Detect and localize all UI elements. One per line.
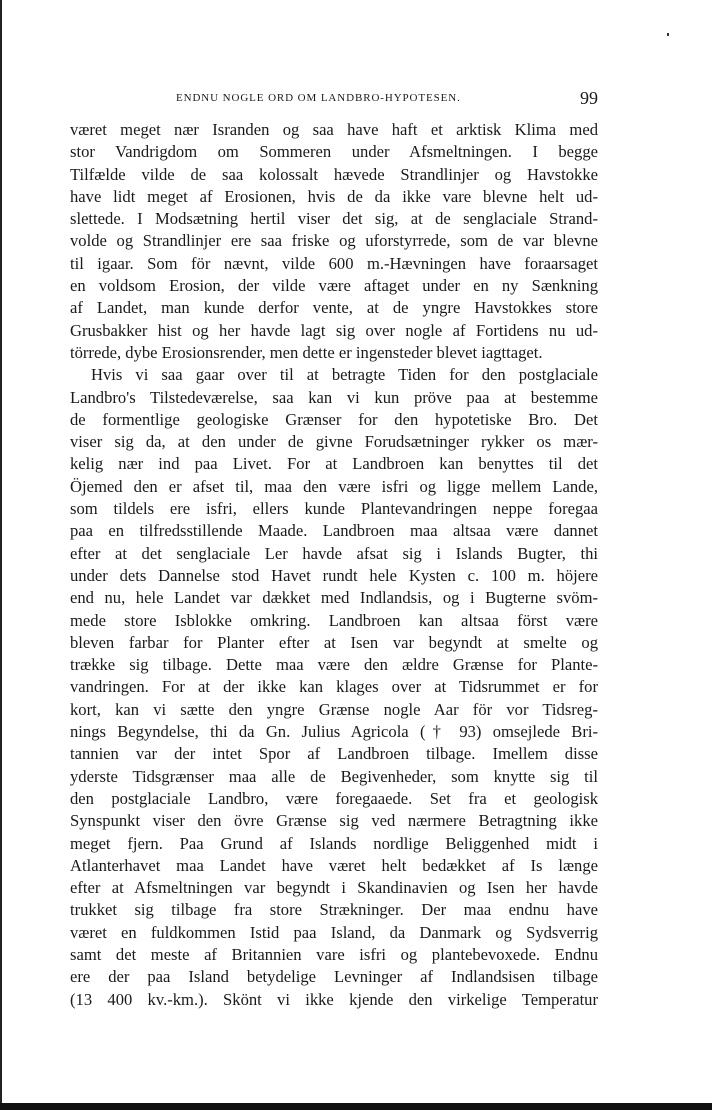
text-line: været meget nær Isranden og saa have haft et arktisk Klima med [70, 120, 598, 139]
text-line: som tildels ere isfri, ellers kunde Plantevandringen neppe foregaa [70, 499, 598, 519]
text-line: Tilfælde vilde de saa kolossalt hævede Strandlinjer og Havstokke [70, 164, 598, 184]
text-line: mede store Isblokke omkring. Landbroen kan altsaa först være [70, 610, 598, 630]
text-line: viser sig da, at den under de givne Forudsætninger rykker os mær- [70, 432, 598, 452]
text-line: törrede, dybe Erosionsrender, men dette er ingensteder blevet iagttaget. [70, 342, 543, 362]
text-line: end nu, hele Landet var dækket med Indlandsis, og i Bugterne svöm- [70, 588, 598, 608]
text-line: yderste Tidsgrænser maa alle de Begivenheder, som knytte sig til [70, 766, 598, 786]
text-line: Öjemed den er afset til, maa den være isfri og ligge mellem Lande, [70, 476, 598, 496]
text-line: meget fjern. Paa Grund af Islands nordlige Beliggenhed midt i [70, 833, 598, 853]
scan-bottom-edge [0, 1103, 712, 1110]
text-line: de formentlige geologiske Grænser for den hypotetiske Bro. Det [70, 409, 598, 429]
text-line: efter at Afsmeltningen var begyndt i Skandinavien og Isen her havde [70, 878, 598, 898]
scan-speck [667, 33, 669, 36]
text-line: nings Begyndelse, thi da Gn. Julius Agricola († 93) omsejlede Bri- [70, 722, 598, 742]
scan-left-edge [0, 0, 2, 1110]
text-line: slettede. I Modsætning hertil viser det sig, at de senglaciale Strand- [70, 209, 598, 229]
text-body [70, 119, 598, 1011]
text-line: samt det meste af Britannien vare isfri og plantebevoxede. Endnu [70, 944, 598, 964]
text-line: volde og Strandlinjer ere saa friske og uforstyrrede, som de var blevne [70, 231, 598, 251]
text-line: paa en tilfredsstillende Maade. Landbroen maa altsaa være dannet [70, 521, 598, 541]
text-line: (13 400 kv.-km.). Skönt vi ikke kjende den virkelige Temperatur [70, 989, 598, 1009]
text-line: trukket sig tilbage fra store Strækninger. Der maa endnu have [70, 900, 598, 920]
text-line: kelig nær ind paa Livet. For at Landbroen kan benyttes til det [70, 454, 598, 474]
text-line: efter at det senglaciale Ler havde afsat sig i Islands Bugter, thi [70, 543, 598, 563]
text-line: have lidt meget af Erosionen, hvis de da ikke vare blevne helt ud- [70, 186, 598, 206]
text-line: Synspunkt viser den övre Grænse sig ved nærmere Betragtning ikke [70, 811, 598, 831]
text-line: trække sig tilbage. Dette maa være den ældre Grænse for Plante- [70, 655, 598, 675]
page-number: 99 [580, 88, 598, 108]
text-line: bleven farbar for Planter efter at Isen var begyndt at smelte og [70, 632, 598, 652]
text-line: en voldsom Erosion, der vilde være aftaget under en ny Sænkning [70, 276, 598, 296]
text-line: ere der paa Island betydelige Levninger af Indlandsisen tilbage [70, 967, 598, 987]
text-line: været en fuldkommen Istid paa Island, da Danmark og Sydsverrig [70, 922, 598, 942]
text-line: Landbro's Tilstedeværelse, saa kan vi kun pröve paa at bestemme [70, 387, 598, 407]
text-line: kort, kan vi sætte den yngre Grænse nogle Aar för vor Tidsreg- [70, 699, 598, 719]
text-line: stor Vandrigdom om Sommeren under Afsmeltningen. I begge [70, 142, 598, 162]
text-line: tannien var der intet Spor af Landbroen tilbage. Imellem disse [70, 744, 598, 764]
text-line: den postglaciale Landbro, være foregaaede. Set fra et geologisk [70, 788, 598, 808]
running-title: ENDNU NOGLE ORD OM LANDBRO-HYPOTESEN. [176, 92, 461, 104]
text-line: af Landet, man kunde derfor vente, at de yngre Havstokkes store [70, 298, 598, 318]
text-line: Grusbakker hist og her havde lagt sig over nogle af Fortidens nu ud- [70, 320, 598, 340]
text-line: under dets Dannelse stod Havet rundt hele Kysten c. 100 m. höjere [70, 565, 598, 585]
text-line: Atlanterhavet maa Landet have været helt bedækket af Is længe [70, 855, 598, 875]
running-head [0, 88, 712, 110]
text-line: vandringen. For at der ikke kan klages over at Tidsrummet er for [70, 677, 598, 697]
text-line: til igaar. Som för nævnt, vilde 600 m.-Hævningen have foraarsaget [70, 253, 598, 273]
text-line: Hvis vi saa gaar over til at betragte Tiden for den postglaciale [91, 365, 598, 385]
